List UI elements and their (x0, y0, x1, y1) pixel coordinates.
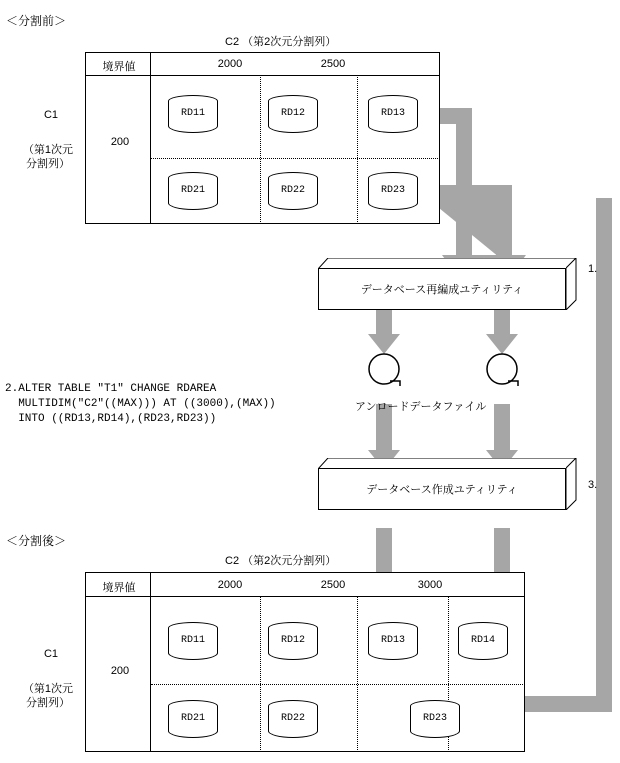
after-column-axis-title: C2 （第2次元分割列） (225, 555, 337, 567)
db-icon-after-rd12 (268, 622, 320, 666)
before-table-boundary-col-rule (150, 52, 151, 224)
db-label-after-rd22: RD22 (280, 713, 305, 724)
db-icon-after-rd13 (368, 622, 420, 666)
before-row-boundary: 200 (110, 136, 130, 148)
step-1-number: 1. (588, 263, 598, 275)
after-table-col-divider-1 (260, 596, 261, 752)
create-box-right-face (566, 458, 577, 510)
unload-file-icon-left (367, 352, 401, 386)
db-label-after-rd11: RD11 (180, 635, 205, 646)
after-row-axis-title-3: 分割列） (26, 697, 70, 709)
db-label-after-rd12: RD12 (280, 635, 305, 646)
before-table-header-rule (85, 75, 440, 76)
after-col-boundary-1: 2500 (320, 579, 346, 591)
before-table-col-divider-1 (260, 75, 261, 224)
db-icon-rd12 (268, 95, 320, 139)
db-label-rd23: RD23 (380, 185, 405, 196)
before-column-axis-title: C2 （第2次元分割列） (225, 36, 337, 48)
db-label-rd13: RD13 (380, 108, 405, 119)
db-label-rd12: RD12 (280, 108, 305, 119)
db-label-after-rd14: RD14 (470, 635, 495, 646)
after-section-label: ＜分割後＞ (6, 534, 67, 548)
db-icon-after-rd11 (168, 622, 220, 666)
db-label-rd21: RD21 (180, 185, 205, 196)
db-icon-after-rd21 (168, 700, 220, 744)
db-label-after-rd23: RD23 (422, 713, 447, 724)
sql-line-1: 2.ALTER TABLE "T1" CHANGE RDAREA (5, 383, 217, 395)
after-table-header-rule (85, 596, 525, 597)
db-icon-after-rd23 (410, 700, 462, 744)
db-icon-rd11 (168, 95, 220, 139)
db-label-rd11: RD11 (180, 108, 205, 119)
before-table-row-divider (151, 158, 440, 159)
after-row-boundary: 200 (110, 665, 130, 677)
sql-line-3: INTO ((RD13,RD14),(RD23,RD23)) (5, 413, 217, 425)
db-icon-rd23 (368, 172, 420, 216)
before-row-axis-title-3: 分割列） (26, 158, 70, 170)
after-table-row-divider (151, 684, 525, 685)
before-row-axis-title-2: （第1次元 (22, 144, 74, 156)
db-icon-rd21 (168, 172, 220, 216)
unload-file-label: アンロードデータファイル (355, 401, 487, 413)
before-row-axis-title-1: C1 (43, 109, 59, 121)
after-table-boundary-col-rule (150, 572, 151, 752)
after-col-boundary-0: 2000 (217, 579, 243, 591)
after-boundary-header: 境界値 (102, 582, 136, 594)
sql-line-2: MULTIDIM("C2"((MAX))) AT ((3000),(MAX)) (5, 398, 276, 410)
db-label-rd22: RD22 (280, 185, 305, 196)
db-icon-rd13 (368, 95, 420, 139)
db-label-after-rd13: RD13 (380, 635, 405, 646)
create-utility-label: データベース作成ユティリティ (318, 468, 566, 510)
db-icon-after-rd14 (458, 622, 510, 666)
reorg-utility-label: データベース再編成ユティリティ (318, 268, 566, 310)
unload-file-icon-right (485, 352, 519, 386)
before-col-boundary-0: 2000 (217, 58, 243, 70)
before-table-col-divider-2 (357, 75, 358, 224)
step-3-number: 3. (588, 479, 598, 491)
before-col-boundary-1: 2500 (320, 58, 346, 70)
after-row-axis-title-2: （第1次元 (22, 683, 74, 695)
after-col-boundary-2: 3000 (417, 579, 443, 591)
reorg-box-right-face (566, 258, 577, 310)
after-table-col-divider-2 (357, 596, 358, 752)
before-boundary-header: 境界値 (102, 61, 136, 73)
db-icon-after-rd22 (268, 700, 320, 744)
before-section-label: ＜分割前＞ (6, 14, 67, 28)
after-row-axis-title-1: C1 (43, 648, 59, 660)
db-label-after-rd21: RD21 (180, 713, 205, 724)
db-icon-rd22 (268, 172, 320, 216)
